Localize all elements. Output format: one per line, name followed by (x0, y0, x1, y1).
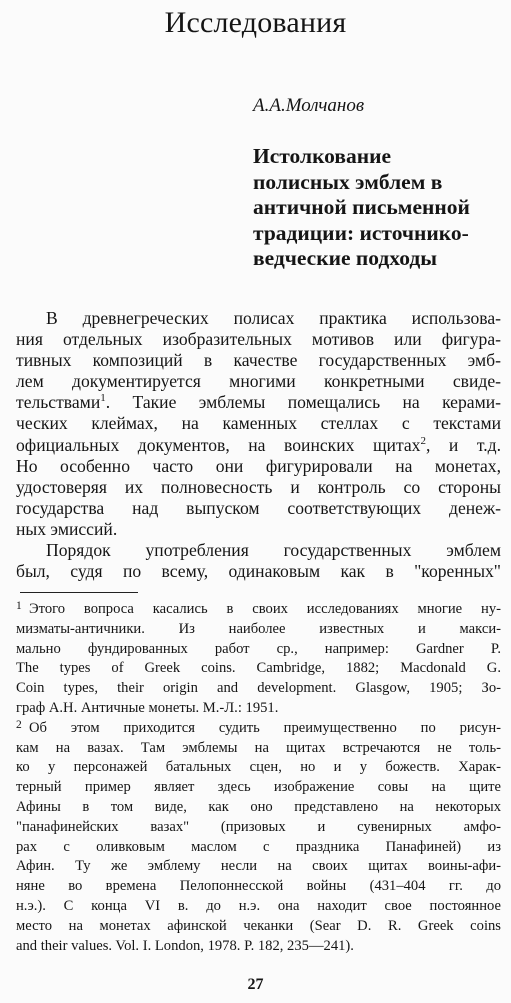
body-line: ческих клеймах, на каменных стеллах с текстами (16, 413, 501, 434)
article-body (16, 308, 501, 582)
body-line: Но особенно часто они фигурировали на монетах, (16, 455, 501, 476)
body-line-segment: Такие эмблемы помещались на керами- (132, 392, 502, 413)
footnote-line: терный пример являет здесь изображение совы на щите (16, 779, 501, 796)
body-line: лем документируется многими конкретными свиде- (16, 371, 501, 392)
body-line: был, судя по всему, одинаковым как в "коренных" (16, 561, 501, 582)
footnote-line: няне во времена Пелопоннесской войны (431–404 гг. до (16, 878, 501, 895)
body-line-segment: , и т.д. (425, 434, 501, 455)
footnote-line: "панафинейских вазах" (призовых и сувенирных амфо- (16, 818, 501, 835)
body-line: Порядок употребления государственных эмблем (46, 540, 501, 561)
page-number: 27 (247, 976, 264, 993)
article-title (253, 144, 508, 272)
body-line-segment: официальных документов, на воинских щитах (16, 434, 421, 455)
body-line (16, 435, 501, 456)
footnote-line: Этого вопроса касались в своих исследованиях многие ну- (29, 601, 501, 617)
article-title-line: полисных эмблем в (253, 169, 443, 194)
body-line: ния отдельных изобразительных мотивов или фигура- (16, 329, 501, 350)
body-line: тельствами$^1$. Такие эмблемы помещались на керами- (16, 392, 502, 413)
body-line: удостоверяя их полновесность и контроль со стороны (16, 476, 501, 497)
footnote-line: Афины в том виде, как оно представлено на некоторых (16, 798, 501, 815)
footnotes (16, 600, 501, 956)
footnote-line: Афин. Ту же эмблему несли на своих щитах воины-афи- (16, 858, 501, 875)
footnote-line: граф А.Н. Античные монеты. М.-Л.: 1951. (16, 699, 279, 716)
footnote-line: место на монетах афинской чеканки (Sear D. R. Greek coins (16, 917, 501, 934)
body-line: ных эмиссий. (16, 518, 118, 539)
footnote-line: The types of Greek coins. Cambridge, 1882; Macdonald G. (16, 660, 501, 677)
footnote-number: 1 (16, 600, 22, 612)
footnote-separator (20, 592, 138, 593)
footnote-number: 2 (16, 718, 22, 731)
footnote-line: мизматы-античники. Из наиболее известных и макси- (16, 620, 501, 637)
footnote-line: Об этом приходится судить преимущественно по рисун- (29, 719, 501, 736)
article-author: А.А.Молчанов (253, 95, 365, 116)
footnote-line: н.э.). С конца VI в. до н.э. она находит свое постоянное (16, 897, 501, 914)
body-line: тивных композиций в качестве государственных эмб- (16, 350, 501, 371)
article-title-line: античной письменной (253, 195, 470, 219)
footnote-1 (16, 600, 501, 719)
footnote-line: кам на вазах. Там эмблемы на щитах встречаются не толь- (16, 739, 501, 756)
footnote-line: Coin types, their origin and development. Glasgow, 1905; Зо- (16, 680, 501, 697)
article-title-line: Истолкование (253, 144, 392, 168)
footnote-2 (16, 719, 501, 957)
footnote-ref-1[interactable]: 1 (100, 392, 106, 405)
body-line: В древнегреческих полисах практика использова- (46, 308, 501, 328)
body-line-segment: тельствами (16, 392, 101, 413)
section-title: Исследования (164, 6, 347, 39)
footnote-line: рах с оливковым маслом с праздника Панафиней) из (16, 838, 501, 855)
footnote-line: мально фундированных работ ср., например: Gardner P. (16, 640, 501, 657)
footnote-line: and their values. Vol. I. London, 1978. P. 182, 235—241). (16, 937, 354, 954)
footnote-line: ко у персонажей батальных сцен, но и у божеств. Харак- (16, 759, 501, 776)
footnote-ref-2[interactable]: 2 (420, 434, 426, 447)
body-line: государства над выпуском соответствующих денеж- (16, 497, 501, 518)
article-title-line: ведческие подходы (253, 246, 438, 270)
article-title-line: традиции: источнико- (253, 220, 469, 245)
